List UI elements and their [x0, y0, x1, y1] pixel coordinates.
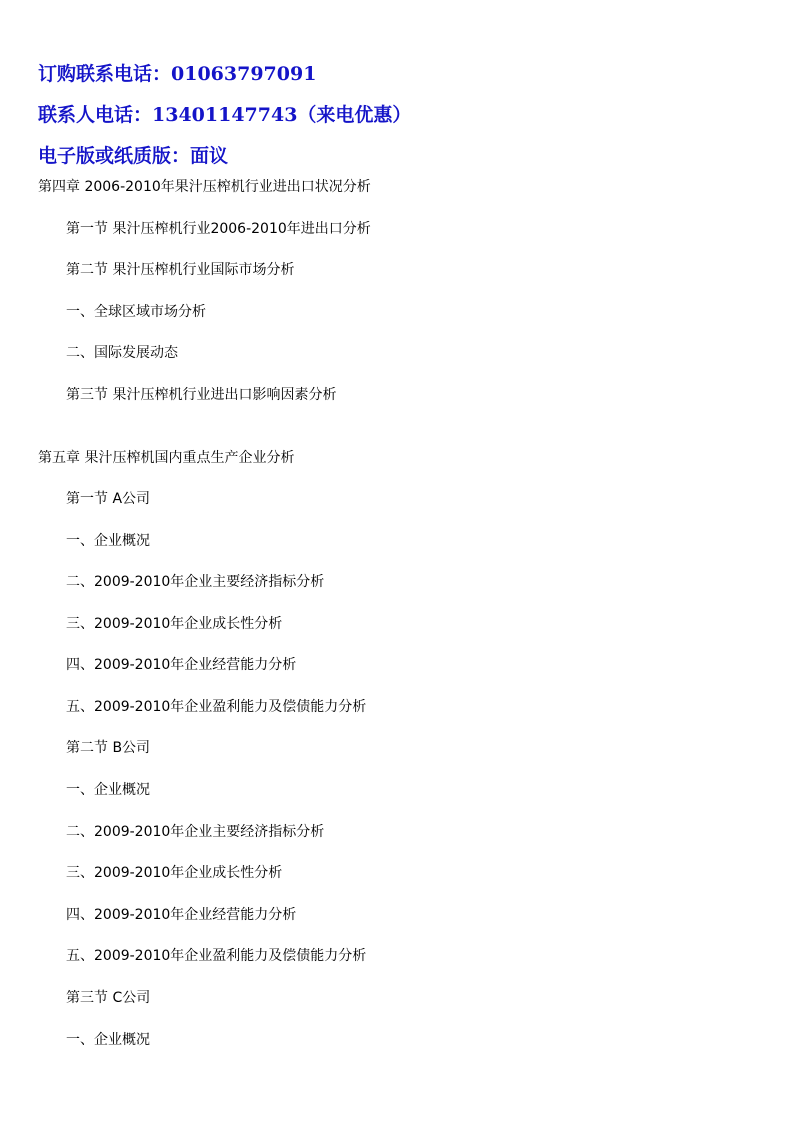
- list-item: 五、2009-2010年企业盈利能力及偿债能力分析: [66, 948, 367, 964]
- section-heading: 第二节 果汁压榨机行业国际市场分析: [66, 262, 295, 278]
- section-heading: 第三节 果汁压榨机行业进出口影响因素分析: [66, 387, 337, 403]
- order-phone-line: 订购联系电话：01063797091: [38, 63, 317, 85]
- chapter-heading: 第五章 果汁压榨机国内重点生产企业分析: [38, 450, 295, 466]
- list-item: 一、全球区域市场分析: [66, 304, 206, 320]
- format-price-line: 电子版或纸质版：面议: [38, 145, 229, 167]
- section-heading: 第二节 B公司: [66, 740, 151, 756]
- list-item: 四、2009-2010年企业经营能力分析: [66, 907, 297, 923]
- list-item: 一、企业概况: [66, 782, 150, 798]
- chapter-heading: 第四章 2006-2010年果汁压榨机行业进出口状况分析: [38, 179, 371, 195]
- list-item: 二、国际发展动态: [66, 345, 178, 361]
- list-item: 一、企业概况: [66, 533, 150, 549]
- list-item: 五、2009-2010年企业盈利能力及偿债能力分析: [66, 699, 367, 715]
- list-item: 二、2009-2010年企业主要经济指标分析: [66, 574, 325, 590]
- list-item: 二、2009-2010年企业主要经济指标分析: [66, 824, 325, 840]
- list-item: 四、2009-2010年企业经营能力分析: [66, 657, 297, 673]
- section-heading: 第三节 C公司: [66, 990, 151, 1006]
- contact-person-phone-line: 联系人电话：13401147743（来电优惠）: [38, 104, 412, 126]
- list-item: 一、企业概况: [66, 1032, 150, 1048]
- section-heading: 第一节 果汁压榨机行业2006-2010年进出口分析: [66, 221, 371, 237]
- list-item: 三、2009-2010年企业成长性分析: [66, 616, 283, 632]
- list-item: 三、2009-2010年企业成长性分析: [66, 865, 283, 881]
- section-heading: 第一节 A公司: [66, 491, 151, 507]
